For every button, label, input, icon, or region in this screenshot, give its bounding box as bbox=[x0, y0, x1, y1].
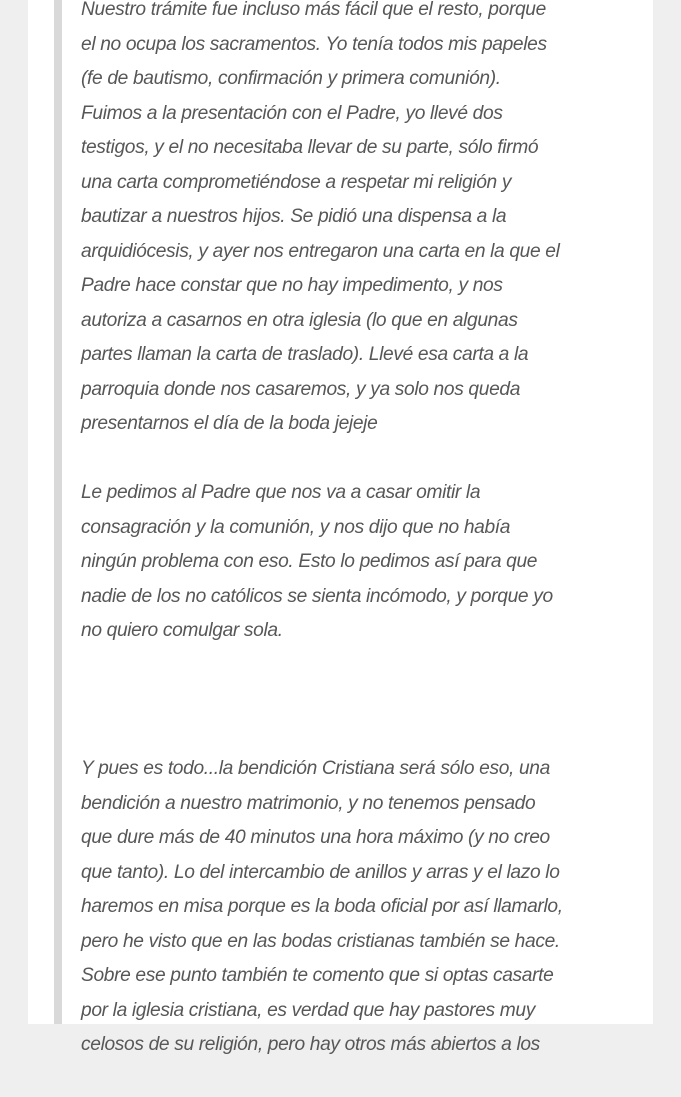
text-line: ningún problema con eso. Esto lo pedimos así para que bbox=[81, 551, 538, 572]
text-line: haremos en misa porque es la boda oficial por así llamarlo, bbox=[81, 896, 563, 917]
empty-paragraph bbox=[81, 683, 641, 718]
text-line: nadie de los no católicos se sienta incómodo, y porque yo bbox=[81, 585, 553, 607]
text-line: una carta comprometiéndose a respetar mi religión y bbox=[81, 171, 512, 193]
blockquote-bar bbox=[54, 0, 62, 1024]
text-line: que dure más de 40 minutos una hora máximo (y no creo bbox=[81, 827, 550, 848]
text-line: parroquia donde nos casaremos, y ya solo nos queda bbox=[81, 378, 521, 400]
text-line: Nuestro trámite fue incluso más fácil que el resto, porque bbox=[81, 0, 546, 20]
text-line: (fe de bautismo, confirmación y primera comunión). bbox=[81, 68, 501, 89]
text-line: Le pedimos al Padre que nos va a casar omitir la bbox=[81, 482, 481, 503]
blockquote bbox=[81, 0, 641, 1097]
text-line: no quiero comulgar sola. bbox=[81, 620, 283, 641]
text-line: consagración y la comunión, y nos dijo que no había bbox=[81, 516, 511, 538]
text-line: bendición a nuestro matrimonio, y no tenemos pensado bbox=[81, 792, 536, 814]
text-line: que tanto). Lo del intercambio de anillos y arras y el lazo lo bbox=[81, 861, 560, 883]
page-background-left bbox=[0, 0, 28, 1024]
text-line: partes llaman la carta de traslado). Llevé esa carta a la bbox=[81, 344, 529, 365]
text-line: autoriza a casarnos en otra iglesia (lo que en algunas bbox=[81, 309, 518, 331]
text-line: Fuimos a la presentación con el Padre, yo llevé dos bbox=[81, 102, 503, 124]
text-line: bautizar a nuestros hijos. Se pidió una dispensa a la bbox=[81, 206, 507, 227]
paragraph-2 bbox=[81, 476, 641, 649]
paragraph-3 bbox=[81, 752, 641, 1063]
text-line: por la iglesia cristiana, es verdad que hay pastores muy bbox=[81, 999, 535, 1021]
text-line: Padre hace constar que no hay impedimento, y nos bbox=[81, 275, 503, 296]
text-line: Y pues es todo...la bendición Cristiana será sólo eso, una bbox=[81, 758, 550, 779]
text-line: arquidiócesis, y ayer nos entregaron una carta en la que el bbox=[81, 240, 560, 262]
text-line: testigos, y el no necesitaba llevar de su parte, sólo firmó bbox=[81, 137, 539, 158]
text-line: presentarnos el día de la boda jejeje bbox=[81, 413, 378, 434]
text-line: celosos de su religión, pero hay otros más abiertos a los bbox=[81, 1034, 540, 1055]
text-line: Sobre ese punto también te comento que si optas casarte bbox=[81, 965, 554, 986]
paragraph-1 bbox=[81, 0, 641, 442]
text-line: pero he visto que en las bodas cristianas también se hace. bbox=[81, 930, 560, 952]
page-background-right bbox=[653, 0, 681, 1024]
text-line: el no ocupa los sacramentos. Yo tenía todos mis papeles bbox=[81, 33, 547, 55]
